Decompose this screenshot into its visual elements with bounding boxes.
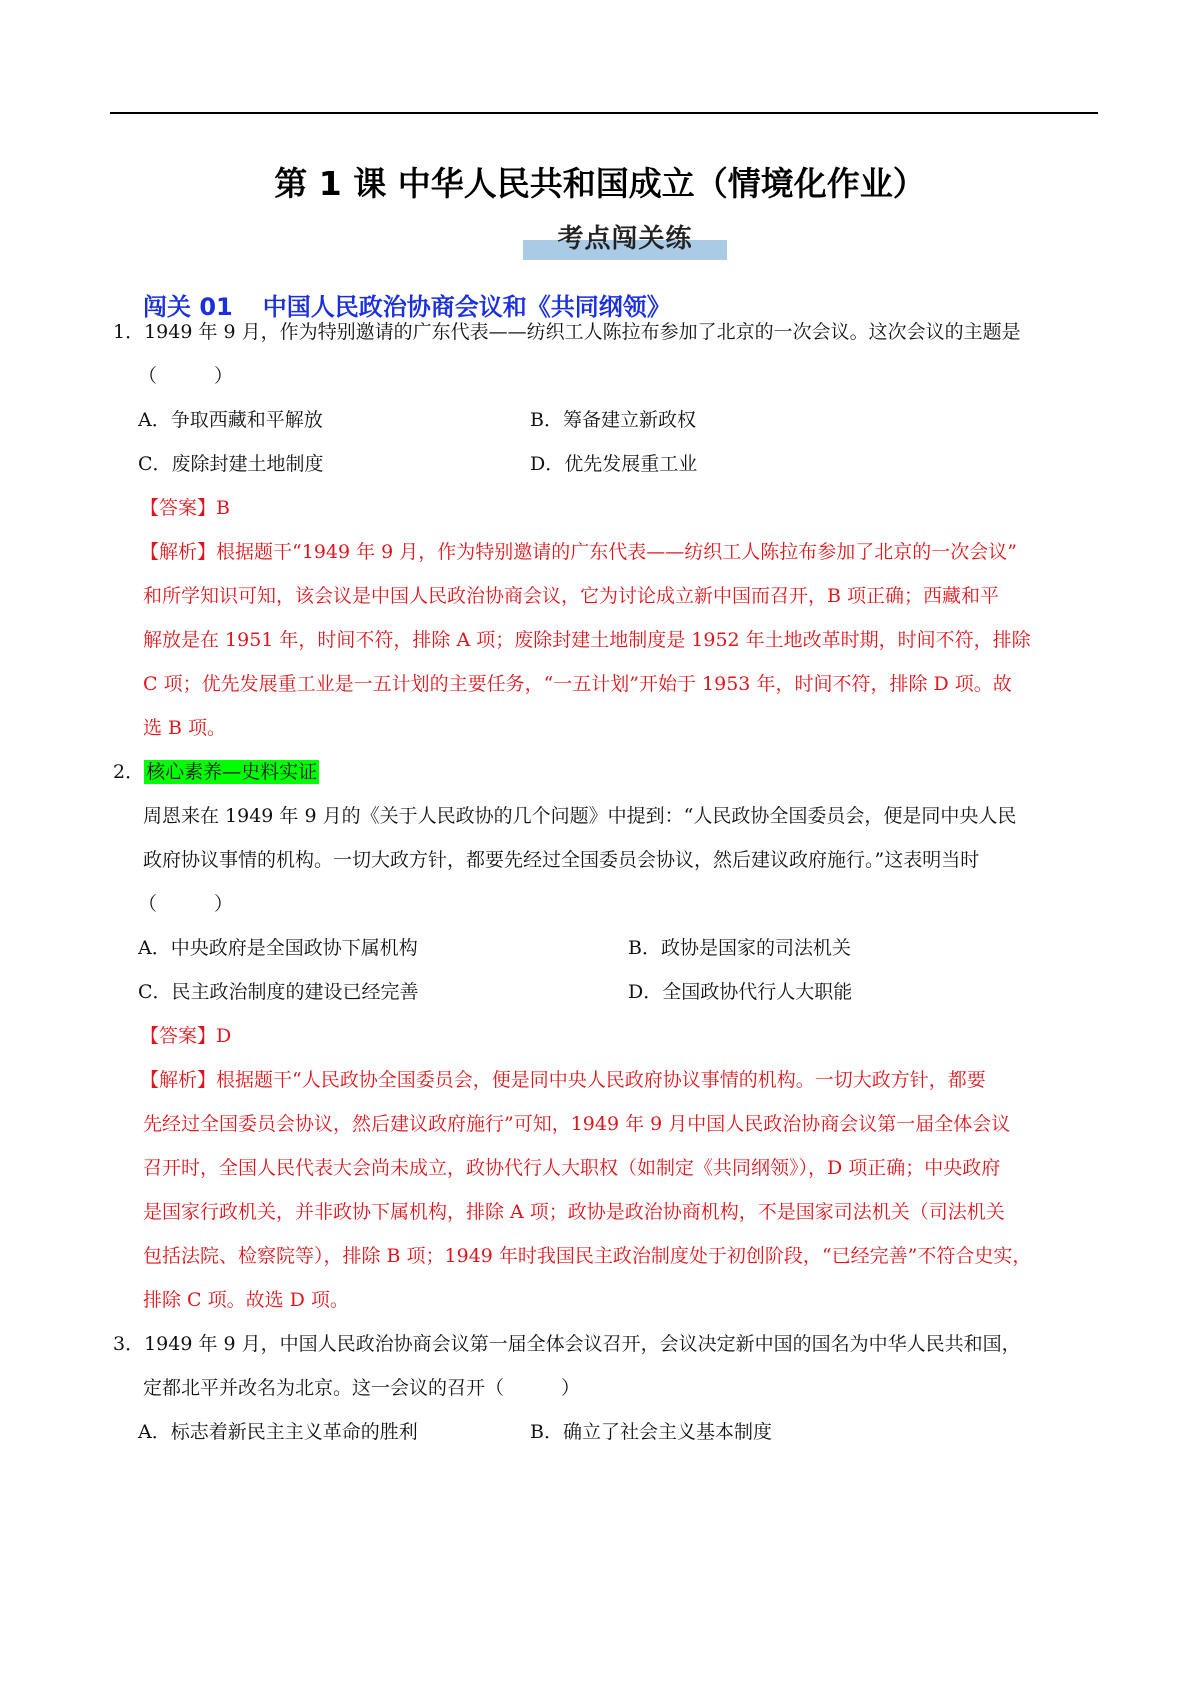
q1-analysis-line-5: 选 B 项。	[143, 717, 227, 739]
q1-stem-line-2: （ ）	[138, 365, 234, 387]
q2-analysis-line-1	[140, 1068, 986, 1092]
q1-answer-value: B	[216, 497, 230, 519]
q3-stem-line-1: 3．1949 年 9 月，中国人民政治协商会议第一届全体会议召开，会议决定新中国的国名为中华人民共和国，	[113, 1333, 1021, 1355]
q2-stem-line-1: 周恩来在 1949 年 9 月的《关于人民政协的几个问题》中提到：“人民政协全国委员会，便是同中央人民	[143, 805, 1017, 827]
badge-label: 考点闯关练	[557, 224, 693, 254]
q2-stem-line-2: 政府协议事情的机构。一切大政方针，都要先经过全国委员会协议，然后建议政府施行。”这表明当时	[143, 849, 980, 871]
q1-option-a: A．争取西藏和平解放	[138, 409, 323, 431]
q2-answer-tag: 【答案】	[140, 1025, 217, 1047]
section-badge	[523, 218, 727, 260]
q2-analysis-line-6: 排除 C 项。故选 D 项。	[143, 1289, 349, 1311]
q2-competency-tag: 核心素养—史料实证	[146, 761, 318, 783]
q2-option-a: A．中央政府是全国政协下属机构	[138, 937, 418, 959]
page-title: 第 1 课 中华人民共和国成立（情境化作业）	[274, 164, 926, 203]
q2-analysis-line-4: 是国家行政机关，并非政协下属机构，排除 A 项；政协是政治协商机构，不是国家司法机关（司法机关	[143, 1201, 1005, 1223]
q2-answer	[140, 1024, 231, 1048]
q2-answer-value: D	[216, 1025, 232, 1047]
q1-analysis-text-1: 根据题干“1949 年 9 月，作为特别邀请的广东代表——纺织工人陈拉布参加了北京的一次会议”	[216, 541, 1018, 563]
q2-analysis-line-5: 包括法院、检察院等），排除 B 项；1949 年时我国民主政治制度处于初创阶段，“已经完善”不符合史实，	[143, 1245, 1032, 1267]
q1-answer	[140, 496, 230, 520]
section-heading	[143, 287, 671, 322]
section-title: 中国人民政治协商会议和《共同纲领》	[262, 293, 671, 321]
q2-stem-line-3: （ ）	[138, 893, 234, 915]
q1-analysis-line-4: C 项；优先发展重工业是一五计划的主要任务，“一五计划”开始于 1953 年，时间不符，排除 D 项。故	[143, 673, 1012, 695]
q2-analysis-line-3: 召开时，全国人民代表大会尚未成立，政协代行人大职权（如制定《共同纲领》），D 项正确；中央政府	[143, 1157, 1001, 1179]
section-number: 闯关 01	[143, 293, 233, 321]
q2-analysis-tag: 【解析】	[140, 1069, 217, 1091]
q2-option-b: B．政协是国家的司法机关	[628, 937, 851, 959]
q1-stem-line-1: 1．1949 年 9 月，作为特别邀请的广东代表——纺织工人陈拉布参加了北京的一次会议。这次会议的主题是	[113, 321, 1021, 343]
q2-number: 2．	[113, 761, 145, 783]
q1-analysis-line-3: 解放是在 1951 年，时间不符，排除 A 项；废除封建土地制度是 1952 年土地改革时期，时间不符，排除	[143, 629, 1031, 651]
q3-stem-line-2: 定都北平并改名为北京。这一会议的召开（ ）	[143, 1377, 581, 1399]
q1-analysis-line-1	[140, 540, 1017, 564]
q1-analysis-tag: 【解析】	[140, 541, 217, 563]
q2-option-d: D．全国政协代行人大职能	[628, 981, 853, 1003]
header-rule	[110, 112, 1098, 114]
q2-option-c: C．民主政治制度的建设已经完善	[138, 981, 419, 1003]
q1-option-c: C．废除封建土地制度	[138, 453, 324, 475]
q3-option-a: A．标志着新民主主义革命的胜利	[138, 1421, 418, 1443]
q1-answer-tag: 【答案】	[140, 497, 217, 519]
q2-analysis-line-2: 先经过全国委员会协议，然后建议政府施行”可知，1949 年 9 月中国人民政治协商会议第一届全体会议	[143, 1113, 1011, 1135]
q1-option-d: D．优先发展重工业	[530, 453, 698, 475]
q1-option-b: B．筹备建立新政权	[530, 409, 696, 431]
q2-heading	[113, 760, 319, 784]
q2-analysis-text-1: 根据题干“人民政协全国委员会，便是同中央人民政府协议事情的机构。一切大政方针，都要	[216, 1069, 986, 1091]
q1-analysis-line-2: 和所学知识可知，该会议是中国人民政治协商会议，它为讨论成立新中国而召开，B 项正确；西藏和平	[143, 585, 1000, 607]
q3-option-b: B．确立了社会主义基本制度	[530, 1421, 772, 1443]
